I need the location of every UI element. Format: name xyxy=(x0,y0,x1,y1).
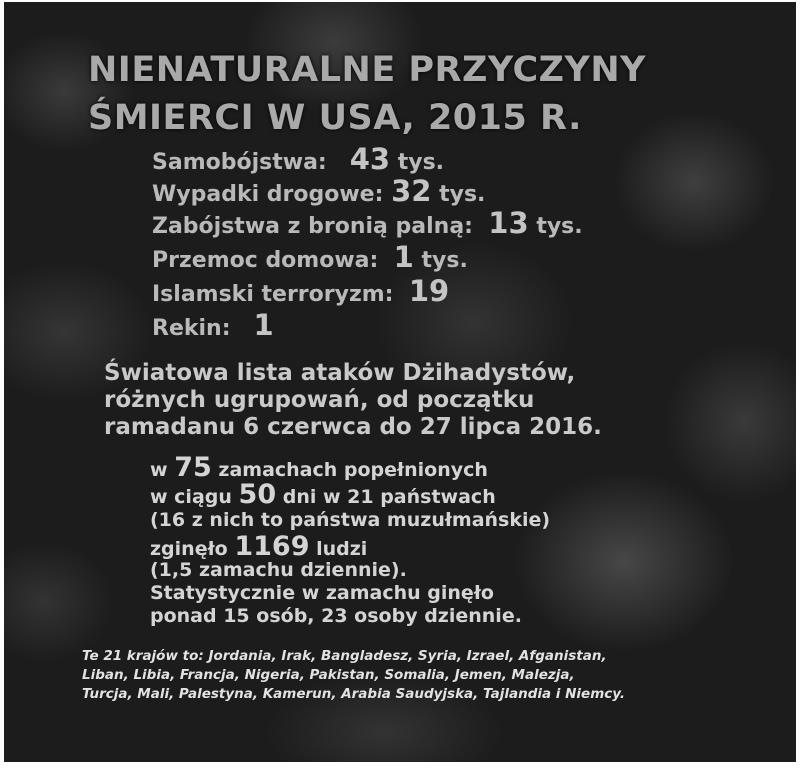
stat-gun-homicides xyxy=(152,206,583,240)
stat-unit: tys. xyxy=(397,150,445,175)
stat-label: Samobójstwa: xyxy=(152,150,327,175)
stat-road-accidents xyxy=(152,174,485,208)
text: dni w 21 państwach xyxy=(282,486,496,508)
stat-label: Zabójstwa z bronią palną: xyxy=(152,214,473,239)
stat-value: 13 xyxy=(488,206,529,240)
stat-suicides xyxy=(152,142,444,176)
infographic xyxy=(4,2,796,762)
detail-line-7: ponad 15 osób, 23 osoby dziennie. xyxy=(150,605,522,627)
title-line-1: NIENATURALNE PRZYCZYNY xyxy=(88,50,647,90)
text: zginęło xyxy=(150,538,228,560)
stat-value: 19 xyxy=(408,274,450,308)
number: 50 xyxy=(238,479,277,510)
stat-label: Islamski terroryzm: xyxy=(152,282,394,307)
stat-unit: tys. xyxy=(421,248,468,273)
title-line-2: ŚMIERCI W USA, 2015 R. xyxy=(88,98,582,138)
text: w xyxy=(150,459,168,481)
detail-line-4 xyxy=(150,531,367,562)
stat-label: Przemoc domowa: xyxy=(152,248,379,273)
text: w ciągu xyxy=(150,486,232,508)
detail-line-2 xyxy=(150,479,496,510)
paragraph-line-3: ramadanu 6 czerwca do 27 lipca 2016. xyxy=(104,414,602,440)
stat-value: 1 xyxy=(253,308,274,342)
text: zamachach popełnionych xyxy=(218,459,488,481)
stat-value: 43 xyxy=(349,142,391,176)
footer-line-3: Turcja, Mali, Palestyna, Kamerun, Arabia Saudyjska, Tajlandia i Niemcy. xyxy=(82,686,625,702)
stat-unit: tys. xyxy=(439,182,486,207)
detail-line-6: Statystycznie w zamachu ginęło xyxy=(150,582,494,604)
stat-shark xyxy=(152,308,274,342)
stat-islamic-terrorism xyxy=(152,274,449,308)
number: 1169 xyxy=(234,531,310,562)
stat-label: Rekin: xyxy=(152,316,231,341)
number: 75 xyxy=(174,452,212,483)
stat-label: Wypadki drogowe: xyxy=(152,182,384,207)
footer-line-1: Te 21 krajów to: Jordania, Irak, Bangladesz, Syria, Izrael, Afganistan, xyxy=(82,648,607,664)
stat-unit: tys. xyxy=(536,214,583,239)
paragraph-line-2: różnych ugrupowań, od początku xyxy=(104,387,535,413)
text: ludzi xyxy=(316,538,368,560)
stat-value: 1 xyxy=(393,240,414,274)
detail-line-3: (16 z nich to państwa muzułmańskie) xyxy=(150,509,551,531)
paragraph-line-1: Światowa lista ataków Dżihadystów, xyxy=(104,360,576,386)
detail-line-5: (1,5 zamachu dziennie). xyxy=(150,559,407,581)
stat-value: 32 xyxy=(391,174,432,208)
footer-line-2: Liban, Libia, Francja, Nigeria, Pakistan, Somalia, Jemen, Malezja, xyxy=(82,667,575,683)
stat-domestic-violence xyxy=(152,240,468,274)
